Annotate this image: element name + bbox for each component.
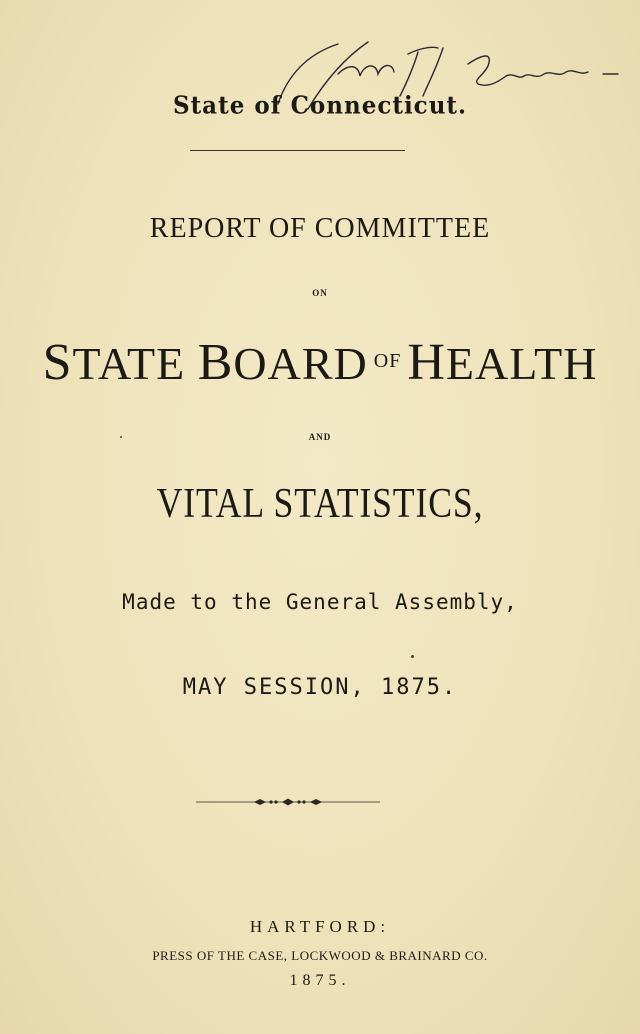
stray-dot — [411, 655, 414, 658]
may-session: MAY SESSION, 1875. — [182, 675, 458, 700]
state-heading: State of Connecticut. — [172, 91, 468, 120]
imprint-year: 1875. — [289, 972, 351, 989]
main-title-ealth: EALTH — [445, 338, 598, 389]
imprint-city: HARTFORD: — [249, 917, 391, 936]
word-on: ON — [312, 288, 328, 298]
main-title-b: B — [197, 334, 234, 391]
main-title-tate: TATE — [72, 338, 198, 389]
main-title-h: H — [407, 334, 446, 391]
main-title-of: OF — [373, 350, 402, 372]
main-title — [0, 333, 640, 392]
vital-statistics-title: VITAL STATISTICS, — [156, 481, 484, 527]
report-title: REPORT OF COMMITTEE — [149, 213, 491, 244]
word-and: AND — [308, 432, 332, 442]
top-rule — [190, 150, 405, 151]
main-title-s: S — [42, 334, 73, 391]
main-title-oard: OARD — [233, 338, 368, 389]
stray-dot — [120, 436, 122, 438]
made-to-general-assembly: Made to the General Assembly, — [122, 590, 518, 614]
ornamental-rule — [196, 796, 380, 808]
imprint-press: PRESS OF THE CASE, LOCKWOOD & BRAINARD CO. — [152, 948, 488, 963]
